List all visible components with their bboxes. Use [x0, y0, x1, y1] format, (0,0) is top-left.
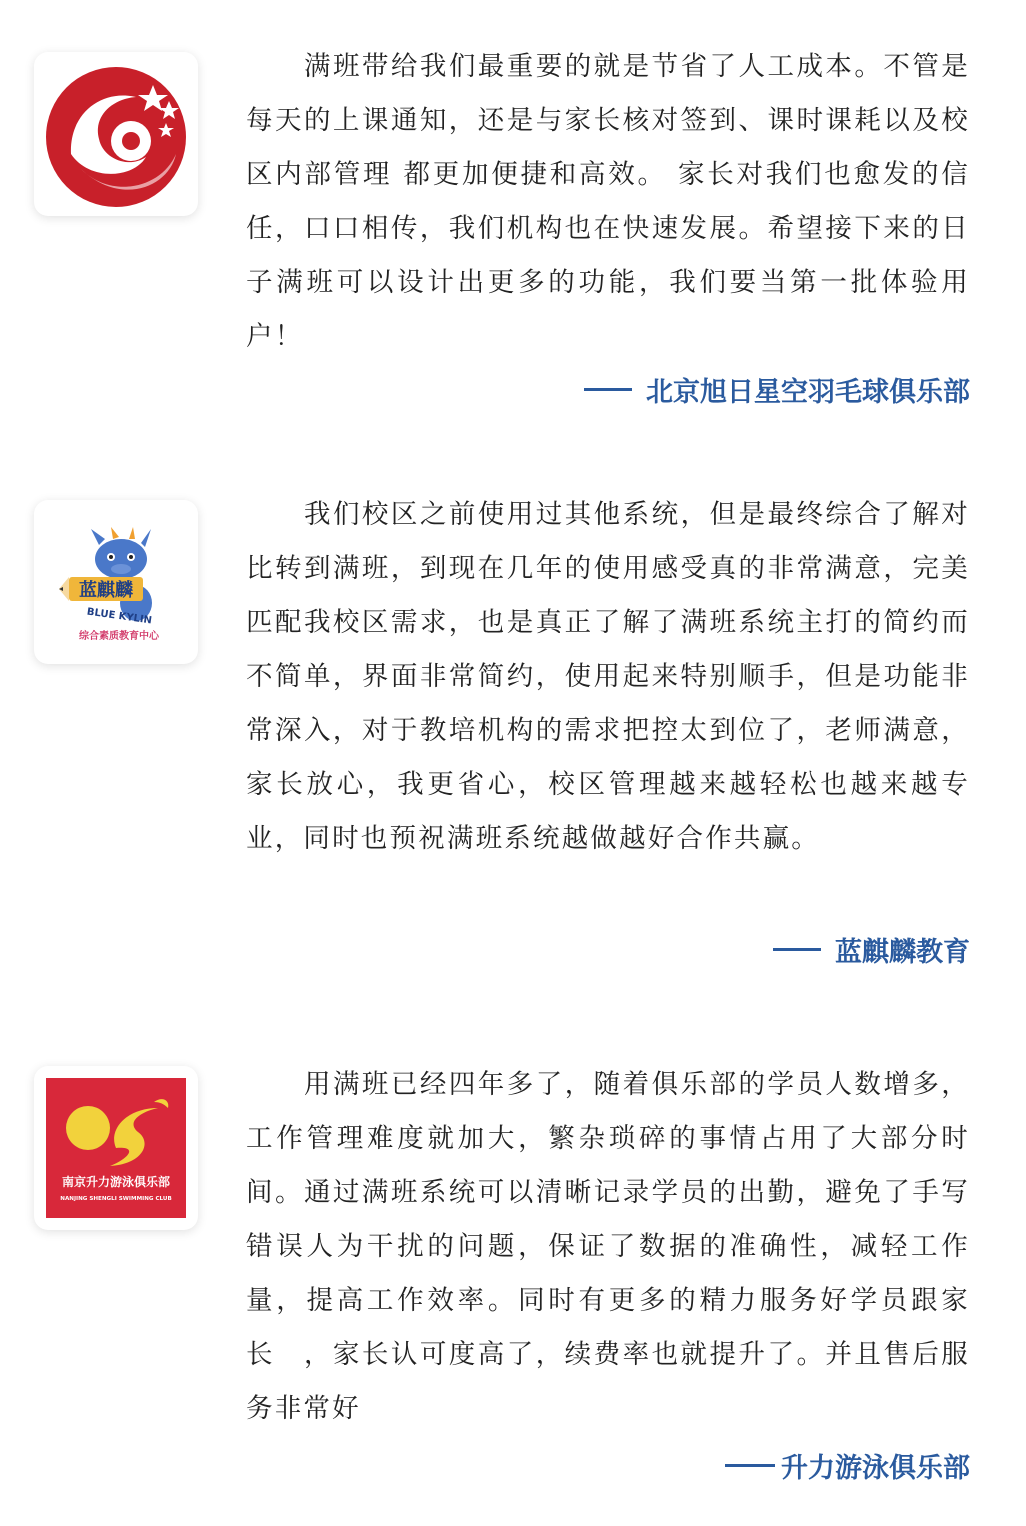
- testimonial-quote: 用满班已经四年多了，随着俱乐部的学员人数增多，工作管理难度就加大，繁杂琐碎的事情占用了大部分时间。通过满班系统可以清晰记录学员的出勤，避免了手写错误人为干扰的问题，保证了数据的准确性，减轻工作量，提高工作效率。同时有更多的精力服务好学员跟家长 ，家长认可度高了，续费率也就提升了。并且售后服务非常好: [246, 1069, 970, 1424]
- svg-text:蓝麒麟: 蓝麒麟: [79, 580, 133, 601]
- svg-text:南京升力游泳俱乐部: 南京升力游泳俱乐部: [61, 1175, 171, 1189]
- club-logo: [34, 1066, 198, 1230]
- author-dash: [773, 948, 821, 951]
- author-name: 升力游泳俱乐部: [781, 1453, 970, 1483]
- swimming-club-logo-icon: [46, 1078, 186, 1218]
- author-dash: [725, 1464, 775, 1467]
- testimonial-quote: 我们校区之前使用过其他系统，但是最终综合了解对比转到满班，到现在几年的使用感受真的非常满意，完美匹配我校区需求，也是真正了解了满班系统主打的简约而不简单，界面非常简约，使用起来特别顺手，但是功能非常深入，对于教培机构的需求把控太到位了，老师满意，家长放心，我更省心，校区管理越来越轻松也越来越专业，同时也预祝满班系统越做越好合作共赢。: [246, 499, 970, 854]
- author-name: 蓝麒麟教育: [835, 937, 970, 967]
- testimonial-author: [584, 370, 970, 409]
- author-name: 北京旭日星空羽毛球俱乐部: [646, 377, 970, 407]
- club-logo: [34, 500, 198, 664]
- testimonial-author: [773, 930, 970, 969]
- author-dash: [584, 388, 632, 391]
- blue-kylin-logo-icon: [41, 507, 191, 657]
- svg-text:NANJING SHENGLI SWIMMING CLUB: NANJING SHENGLI SWIMMING CLUB: [60, 1196, 172, 1202]
- club-logo: [34, 52, 198, 216]
- svg-text:综合素质教育中心: 综合素质教育中心: [79, 631, 159, 642]
- testimonial-author: [725, 1446, 970, 1485]
- testimonial-quote: 满班带给我们最重要的就是节省了人工成本。不管是每天的上课通知，还是与家长核对签到、课时课耗以及校区内部管理 都更加便捷和高效。 家长对我们也愈发的信任，口口相传，我们机构也在快速发展。希望接下来的日子满班可以设计出更多的功能，我们要当第一批体验用户！: [246, 51, 970, 352]
- svg-text:BLUE KYLIN: BLUE KYLIN: [86, 606, 153, 627]
- star-swirl-logo-icon: [41, 59, 191, 209]
